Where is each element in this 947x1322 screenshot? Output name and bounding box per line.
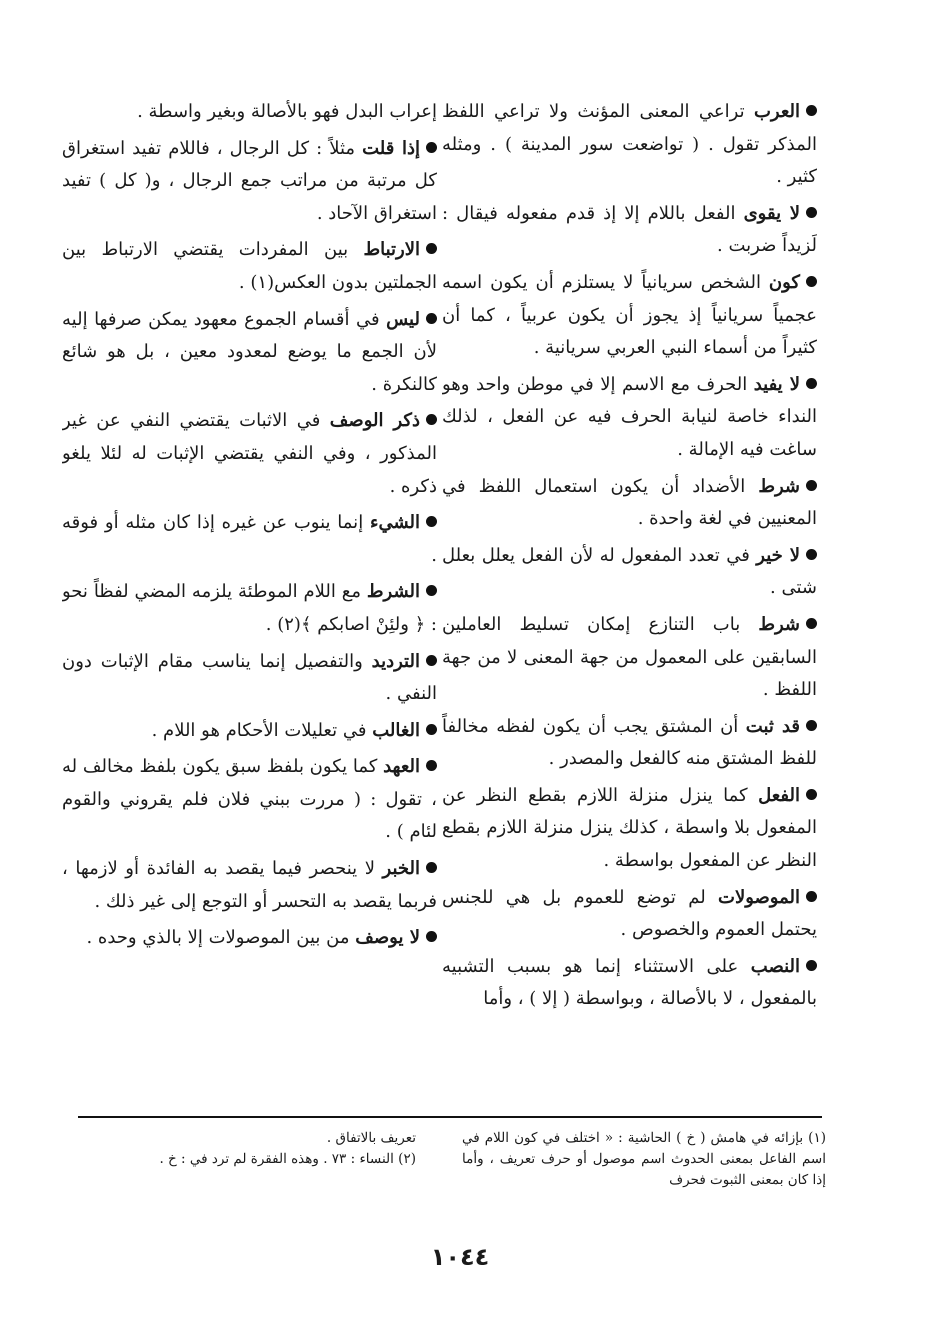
bullet-icon — [806, 207, 817, 218]
page-number: ١٠٤٤ — [430, 1243, 490, 1271]
paragraph — [442, 471, 817, 536]
paragraph — [442, 369, 817, 467]
paragraph-text: إنما ينوب عن غيره إذا كان مثله أو فوقه . — [62, 512, 437, 566]
footnote: (١) بإزائه في هامش ( خ ) الحاشية : « اختلف في كون اللام في اسم الفاعل بمعنى الحدوث اسم موصول أو حرف تعريف ، وأما إذا كان بمعنى الثبوت فحرف — [462, 1130, 826, 1188]
paragraph-lead: إذا قلت — [362, 137, 420, 159]
paragraph-lead: الغالب — [372, 719, 420, 741]
paragraph — [442, 96, 817, 194]
paragraph-lead: لا يوصف — [355, 927, 420, 949]
paragraph — [62, 133, 437, 231]
paragraph-lead: لا يفيد — [753, 373, 800, 395]
right-text-column — [442, 96, 817, 1096]
bullet-icon — [806, 720, 817, 731]
paragraph-text: الفعل باللام إلا إذ قدم مفعوله فيقال : لَزيداً ضربت . — [442, 202, 817, 257]
bullet-icon — [806, 105, 817, 116]
paragraph — [62, 234, 437, 299]
left-text-column — [62, 96, 437, 1096]
bullet-icon — [806, 618, 817, 629]
bullet-icon — [426, 760, 437, 771]
paragraph-text: كما يكون بلفظ سبق يكون بلفظ مخالف له ، تقول : ( مررت ببني فلان فلم يقروني والقوم لئام ) . — [62, 756, 437, 843]
paragraph-lead: العرب — [753, 101, 800, 122]
paragraph-text: الشخص سريانياً لا يستلزم أن يكون اسمه عجمياً سريانياً إذ يجوز أن يكون عربياً ، كما أن كثيراً من أسماء النبي العربي سريانية . — [442, 271, 817, 359]
paragraph-text: من بين الموصولات إلا بالذي وحده . — [86, 927, 350, 949]
paragraph-lead: ليس — [386, 308, 420, 330]
paragraph-text: تراعي المعنى المؤنث ولا تراعي اللفظ المذكر تقول . ( تواضعت سور المدينة ) . ومثله كثير . — [442, 101, 817, 188]
footnote-separator — [78, 1116, 822, 1118]
footnote: (٢) النساء : ٧٣ . وهذه الفقرة لم ترد في : خ . — [159, 1151, 416, 1167]
paragraph — [62, 715, 437, 748]
paragraph — [62, 576, 437, 641]
paragraph — [442, 609, 817, 707]
bullet-icon — [426, 414, 437, 425]
bullet-icon — [426, 243, 437, 254]
bullet-icon — [426, 862, 437, 873]
footnotes-left-column — [148, 1128, 416, 1170]
paragraph — [62, 751, 437, 849]
paragraph-text: كما ينزل منزلة اللازم بقطع النظر عن المفعول بلا واسطة ، كذلك ينزل منزلة اللازم بقطع النظر عن المفعول بواسطة . — [442, 784, 817, 872]
paragraph-lead: النصب — [750, 955, 800, 977]
bullet-icon — [806, 789, 817, 800]
paragraph-text: مثلاً : كل الرجال ، فاللام تفيد استغراق كل مرتبة من مراتب جمع الرجال ، و( كل ) تفيد استغراق الآحاد . — [62, 137, 437, 224]
paragraph-lead: كون — [768, 271, 800, 293]
paragraph — [442, 951, 817, 1016]
bullet-icon — [806, 549, 817, 560]
paragraph-lead: قد ثبت — [745, 715, 800, 737]
paragraph-lead: الموصولات — [718, 886, 800, 908]
paragraph-lead: شرط — [758, 613, 800, 635]
paragraph — [442, 882, 817, 947]
paragraph — [62, 405, 437, 503]
paragraph-text: أن المشتق يجب أن يكون لفظه مخالفاً للفظ المشتق منه كالفعل والمصدر . — [442, 715, 817, 770]
paragraph-text: إعراب البدل فهو بالأصالة وبغير واسطة . — [137, 101, 437, 122]
paragraph-text: بين المفردات يقتضي الارتباط بين الجملتين بدون العكس(١) . — [62, 239, 437, 293]
paragraph — [62, 507, 437, 572]
paragraph-text: في تعليلات الأحكام هو اللام . — [151, 719, 367, 741]
paragraph-text: في الاثبات يقتضي النفي عن غير المذكور ، وفي النفي يقتضي الإثبات له لئلا يلغو ذكره . — [62, 410, 437, 497]
bullet-icon — [426, 585, 437, 596]
paragraph-text: في أقسام الجموع معهود يمكن صرفها إليه لأن الجمع ما يوضع لمعدود معين ، بل هو شائع كالنكرة . — [62, 308, 437, 395]
paragraph-text: لا ينحصر فيما يقصد به الفائدة أو لازمها ، فربما يقصد به التحسر أو التوجع إلى غير ذلك . — [62, 858, 437, 912]
bullet-icon — [426, 931, 437, 942]
paragraph-lead: لا يقوى — [743, 202, 800, 224]
paragraph — [442, 711, 817, 776]
bullet-icon — [426, 313, 437, 324]
paragraph-text: الأضداد أن يكون استعمال اللفظ في المعنيين في لغة واحدة . — [442, 475, 817, 530]
paragraph — [62, 646, 437, 711]
bullet-icon — [806, 891, 817, 902]
paragraph-text: والتفصيل إنما يناسب مقام الإثبات دون النفي . — [62, 650, 437, 705]
paragraph — [62, 922, 437, 955]
paragraph-lead: الخبر — [382, 858, 420, 880]
footnote: تعريف بالاتفاق . — [326, 1130, 416, 1146]
paragraph — [62, 304, 437, 402]
paragraph-text: الحرف مع الاسم إلا في موطن واحد وهو النداء خاصة لنيابة الحرف فيه عن الفعل ، لذلك ساغت فيه الإمالة . — [442, 373, 817, 460]
paragraph-lead: العهد — [383, 756, 420, 778]
paragraph-text: لم توضع للعموم بل هي للجنس يحتمل العموم والخصوص . — [442, 886, 817, 941]
paragraph-lead: شرط — [758, 475, 800, 497]
paragraph-lead: الشرط — [366, 581, 420, 603]
paragraph — [442, 198, 817, 263]
bullet-icon — [426, 142, 437, 153]
paragraph-text: في تعدد المفعول له لأن الفعل يعلل بعلل شتى . — [442, 544, 817, 599]
paragraph-lead: لا خير — [756, 544, 800, 566]
bullet-icon — [426, 516, 437, 527]
paragraph-lead: الارتباط — [363, 239, 420, 261]
footnotes-right-column — [462, 1128, 826, 1191]
paragraph-lead: الترديد — [371, 650, 420, 672]
bullet-icon — [806, 480, 817, 491]
paragraph-text: مع اللام الموطئة يلزمه المضي لفظاً نحو : ﴿ ولئِنْ اصابكم ﴾(٢) . — [62, 581, 437, 635]
paragraph-lead: الفعل — [758, 784, 800, 806]
paragraph-lead: ذكر الوصف — [329, 410, 420, 432]
paragraph — [442, 267, 817, 365]
paragraph — [62, 853, 437, 918]
bullet-icon — [806, 960, 817, 971]
bullet-icon — [806, 276, 817, 287]
bullet-icon — [806, 378, 817, 389]
paragraph-lead: الشيء — [369, 512, 420, 534]
paragraph — [442, 780, 817, 878]
paragraph — [62, 96, 437, 129]
bullet-icon — [426, 655, 437, 666]
paragraph-text: على الاستثناء إنما هو بسبب التشبيه بالمفعول ، لا بالأصالة ، وبواسطة ( إلا ) ، وأما — [442, 955, 817, 1010]
paragraph — [442, 540, 817, 605]
paragraph-text: باب التنازع إمكان تسليط العاملين السابقين على المعمول من جهة المعنى لا من جهة اللفظ . — [442, 613, 817, 701]
bullet-icon — [426, 724, 437, 735]
